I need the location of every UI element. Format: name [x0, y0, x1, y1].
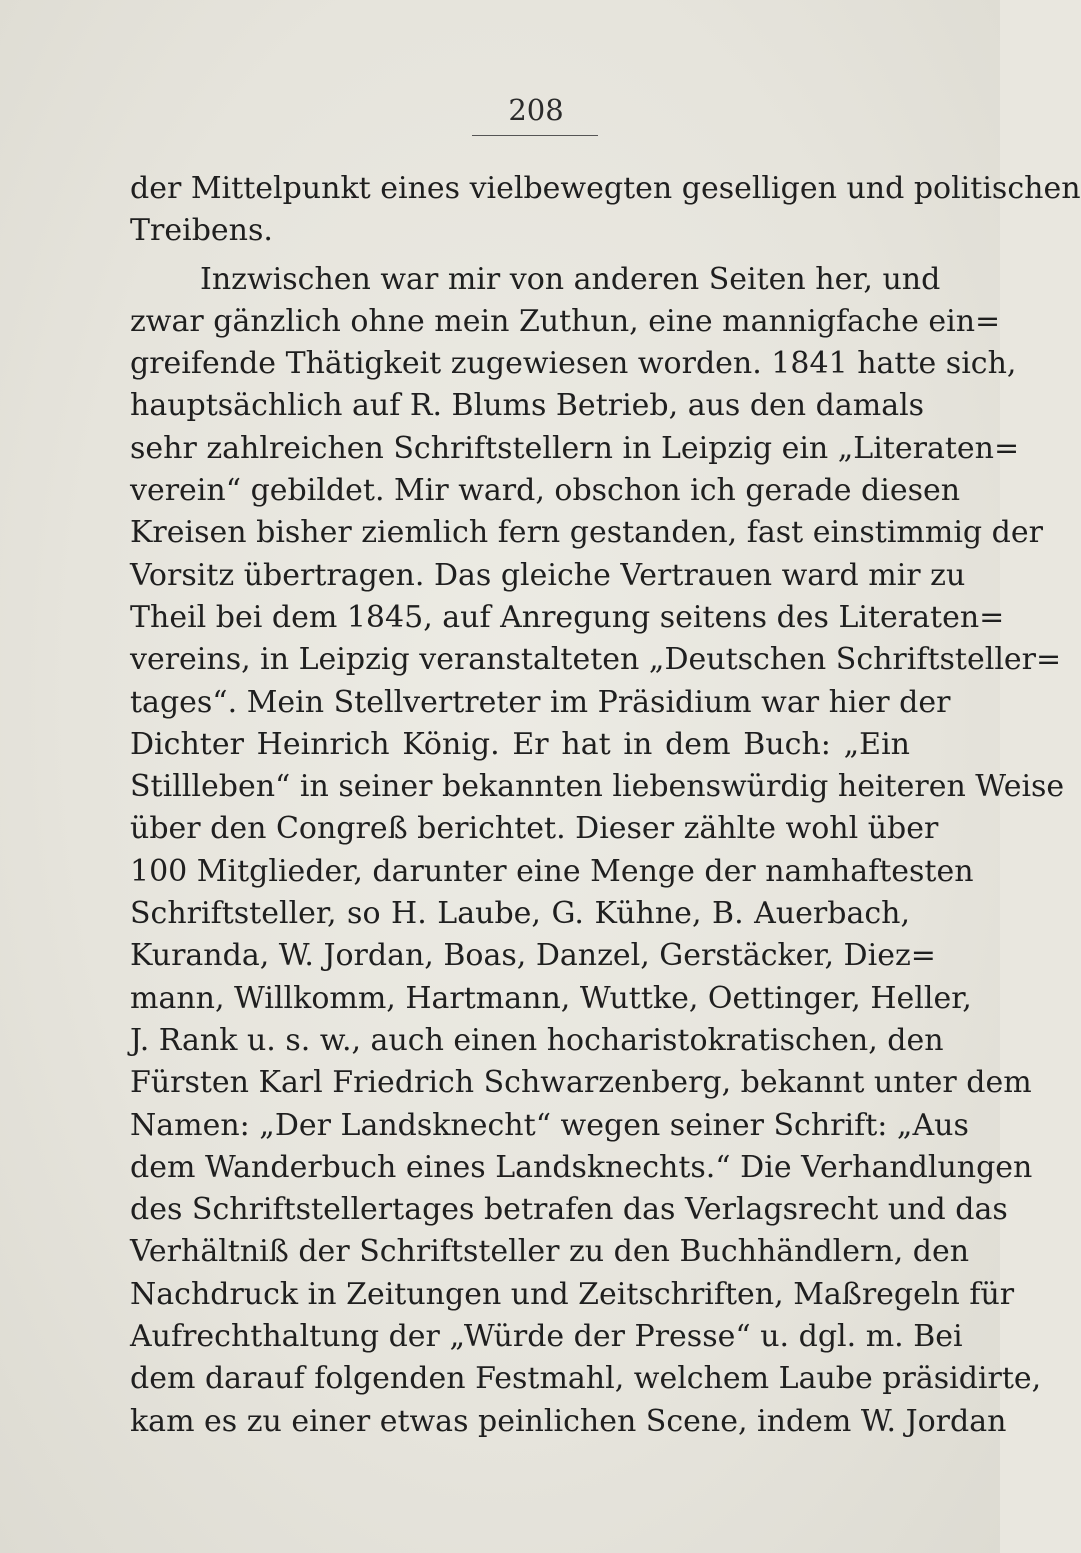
text-line: sehr zahlreichen Schriftstellern in Leipzig ein „Literaten= — [130, 430, 1020, 466]
text-line: Namen: „Der Landsknecht“ wegen seiner Schrift: „Aus — [130, 1107, 969, 1143]
text-line: J. Rank u. s. w., auch einen hocharistokratischen, den — [130, 1022, 944, 1058]
page-number: 208 — [508, 93, 564, 127]
text-line: der Mittelpunkt eines vielbewegten geselligen und politischen — [130, 171, 1081, 206]
text-line: verein“ gebildet. Mir ward, obschon ich gerade diesen — [130, 473, 961, 509]
text-line: dem darauf folgenden Festmahl, welchem Laube präsidirte, — [130, 1361, 1042, 1397]
text-line: Inzwischen war mir von anderen Seiten her, und — [200, 261, 941, 297]
text-line: Fürsten Karl Friedrich Schwarzenberg, bekannt unter dem — [130, 1065, 1032, 1101]
text-line: dem Wanderbuch eines Landsknechts.“ Die Verhandlungen — [130, 1149, 1033, 1185]
text-line: kam es zu einer etwas peinlichen Scene, indem W. Jordan — [130, 1403, 1007, 1439]
text-line: tages“. Mein Stellvertreter im Präsidium war hier der — [130, 684, 951, 720]
text-line: Kuranda, W. Jordan, Boas, Danzel, Gerstäcker, Diez= — [130, 938, 936, 974]
text-line: des Schriftstellertages betrafen das Verlagsrecht und das — [130, 1192, 1008, 1228]
text-line: Aufrechthaltung der „Würde der Presse“ u. dgl. m. Bei — [130, 1319, 963, 1355]
text-line: Schriftsteller, so H. Laube, G. Kühne, B. Auerbach, — [130, 896, 910, 932]
text-line: greifende Thätigkeit zugewiesen worden. 1841 hatte sich, — [130, 346, 1017, 382]
text-line: Theil bei dem 1845, auf Anregung seitens des Literaten= — [130, 599, 1005, 635]
text-line: Nachdruck in Zeitungen und Zeitschriften, Maßregeln für — [130, 1276, 1015, 1312]
paragraph-1 — [130, 168, 1081, 253]
text-line: Verhältniß der Schriftsteller zu den Buchhändlern, den — [130, 1234, 970, 1270]
text-line: über den Congreß berichtet. Dieser zählte wohl über — [130, 811, 939, 847]
text-line: Dichter Heinrich König. Er hat in dem Buch: „Ein — [130, 726, 910, 762]
text-line: mann, Willkomm, Hartmann, Wuttke, Oettinger, Heller, — [130, 980, 972, 1016]
text-line: Kreisen bisher ziemlich fern gestanden, fast einstimmig der — [130, 515, 1043, 551]
header-rule — [472, 135, 598, 136]
text-line: hauptsächlich auf R. Blums Betrieb, aus den damals — [130, 388, 925, 424]
text-line: zwar gänzlich ohne mein Zuthun, eine mannigfache ein= — [130, 303, 1001, 339]
text-line: 100 Mitglieder, darunter eine Menge der namhaftesten — [130, 853, 974, 889]
paragraph-2 — [130, 259, 1065, 1443]
text-line: Stillleben“ in seiner bekannten liebenswürdig heiteren Weise — [130, 769, 1065, 805]
text-line: Vorsitz übertragen. Das gleiche Vertrauen ward mir zu — [130, 557, 966, 593]
text-line: vereins, in Leipzig veranstalteten „Deutschen Schriftsteller= — [130, 642, 1062, 678]
body-text — [130, 168, 1081, 1443]
text-line: Treibens. — [130, 213, 273, 249]
